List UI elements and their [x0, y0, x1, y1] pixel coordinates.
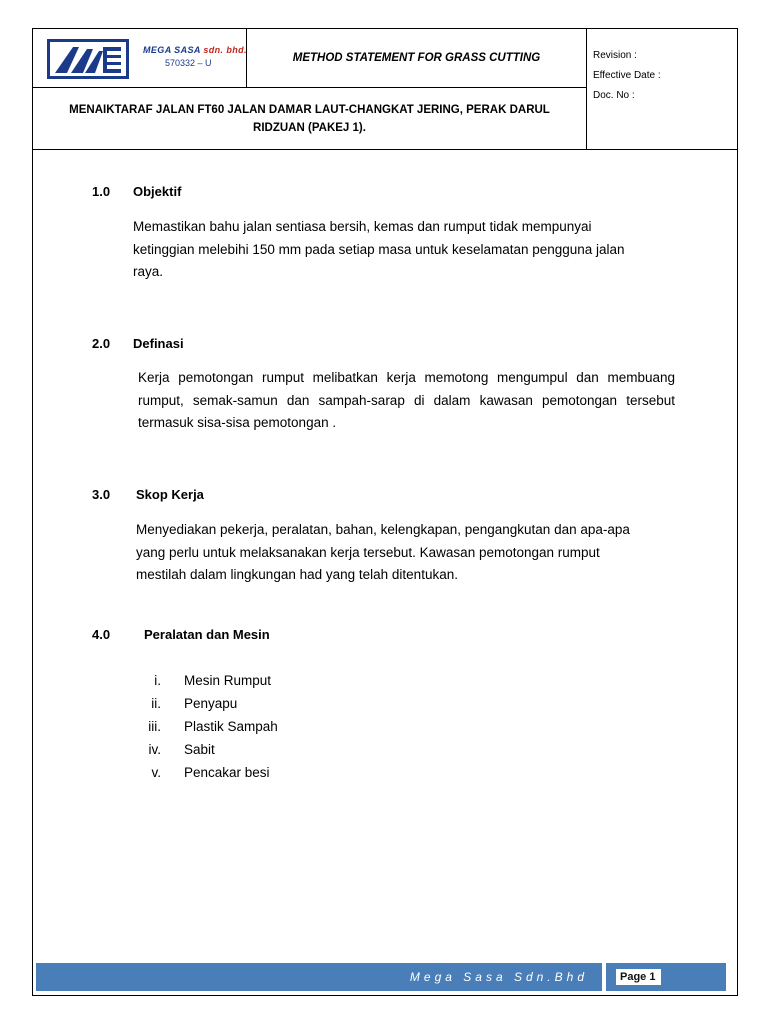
footer-company: Mega Sasa Sdn.Bhd — [409, 970, 588, 984]
body-line: raya. — [133, 264, 164, 279]
body-line: Memastikan bahu jalan sentiasa bersih, kemas dan rumput tidak mempunyai — [133, 219, 592, 234]
body-line: termasuk sisa-sisa pemotongan . — [138, 415, 337, 430]
list-item: Sabit — [184, 742, 215, 757]
footer-company-band — [36, 963, 602, 991]
page-footer — [36, 963, 726, 991]
section-body — [133, 216, 673, 284]
body-line: Menyediakan pekerja, peralatan, bahan, kelengkapan, pengangkutan dan apa-apa — [136, 522, 630, 537]
section-title: Peralatan dan Mesin — [144, 627, 270, 642]
section-number: 2.0 — [92, 336, 111, 351]
section-body — [138, 367, 675, 435]
section-number: 3.0 — [92, 487, 111, 502]
list-item: Pencakar besi — [184, 765, 270, 780]
section-title: Skop Kerja — [136, 487, 204, 502]
revision-label: Revision : — [593, 50, 637, 61]
section-number: 4.0 — [92, 627, 111, 642]
list-item-number: i. — [154, 673, 161, 688]
header-divider — [586, 29, 587, 150]
list-item-number: v. — [151, 765, 161, 780]
company-name: MEGA SASA sdn. bhd. — [143, 45, 247, 55]
effective-date-label: Effective Date : — [593, 70, 661, 81]
section-body — [136, 519, 676, 587]
list-item: Mesin Rumput — [184, 673, 272, 688]
body-line: Kerja pemotongan rumput melibatkan kerja memotong mengumpul dan membuang — [138, 370, 675, 385]
section-number: 1.0 — [92, 184, 111, 199]
body-line: mestilah dalam lingkungan had yang telah ditentukan. — [136, 567, 458, 582]
project-title: MENAIKTARAF JALAN FT60 JALAN DAMAR LAUT-CHANGKAT JERING, PERAK DARUL RIDZUAN (PAKEJ 1). — [69, 104, 550, 134]
section-title: Objektif — [133, 184, 182, 199]
company-logo-icon — [47, 39, 129, 79]
body-line: rumput, semak-samun dan sampah-sarap di dalam kawasan pemotongan tersebut — [138, 392, 675, 408]
list-item-number: iv. — [148, 742, 161, 757]
document-header — [32, 28, 738, 150]
page-number: Page 1 — [616, 969, 661, 985]
body-line: yang perlu untuk melaksanakan kerja tersebut. Kawasan pemotongan rumput — [136, 544, 600, 560]
document-title: METHOD STATEMENT FOR GRASS CUTTING — [292, 52, 541, 64]
doc-no-label: Doc. No : — [593, 90, 635, 101]
body-line: ketinggian melebihi 150 mm pada setiap masa untuk keselamatan pengguna jalan — [133, 241, 625, 257]
list-item-number: ii. — [151, 696, 161, 711]
page-frame — [32, 28, 738, 996]
section-title: Definasi — [133, 336, 184, 351]
company-registration: 570332 – U — [165, 58, 212, 68]
list-item-number: iii. — [148, 719, 161, 734]
list-item: Penyapu — [184, 696, 238, 711]
list-item: Plastik Sampah — [184, 719, 278, 734]
footer-page-band — [606, 963, 726, 991]
